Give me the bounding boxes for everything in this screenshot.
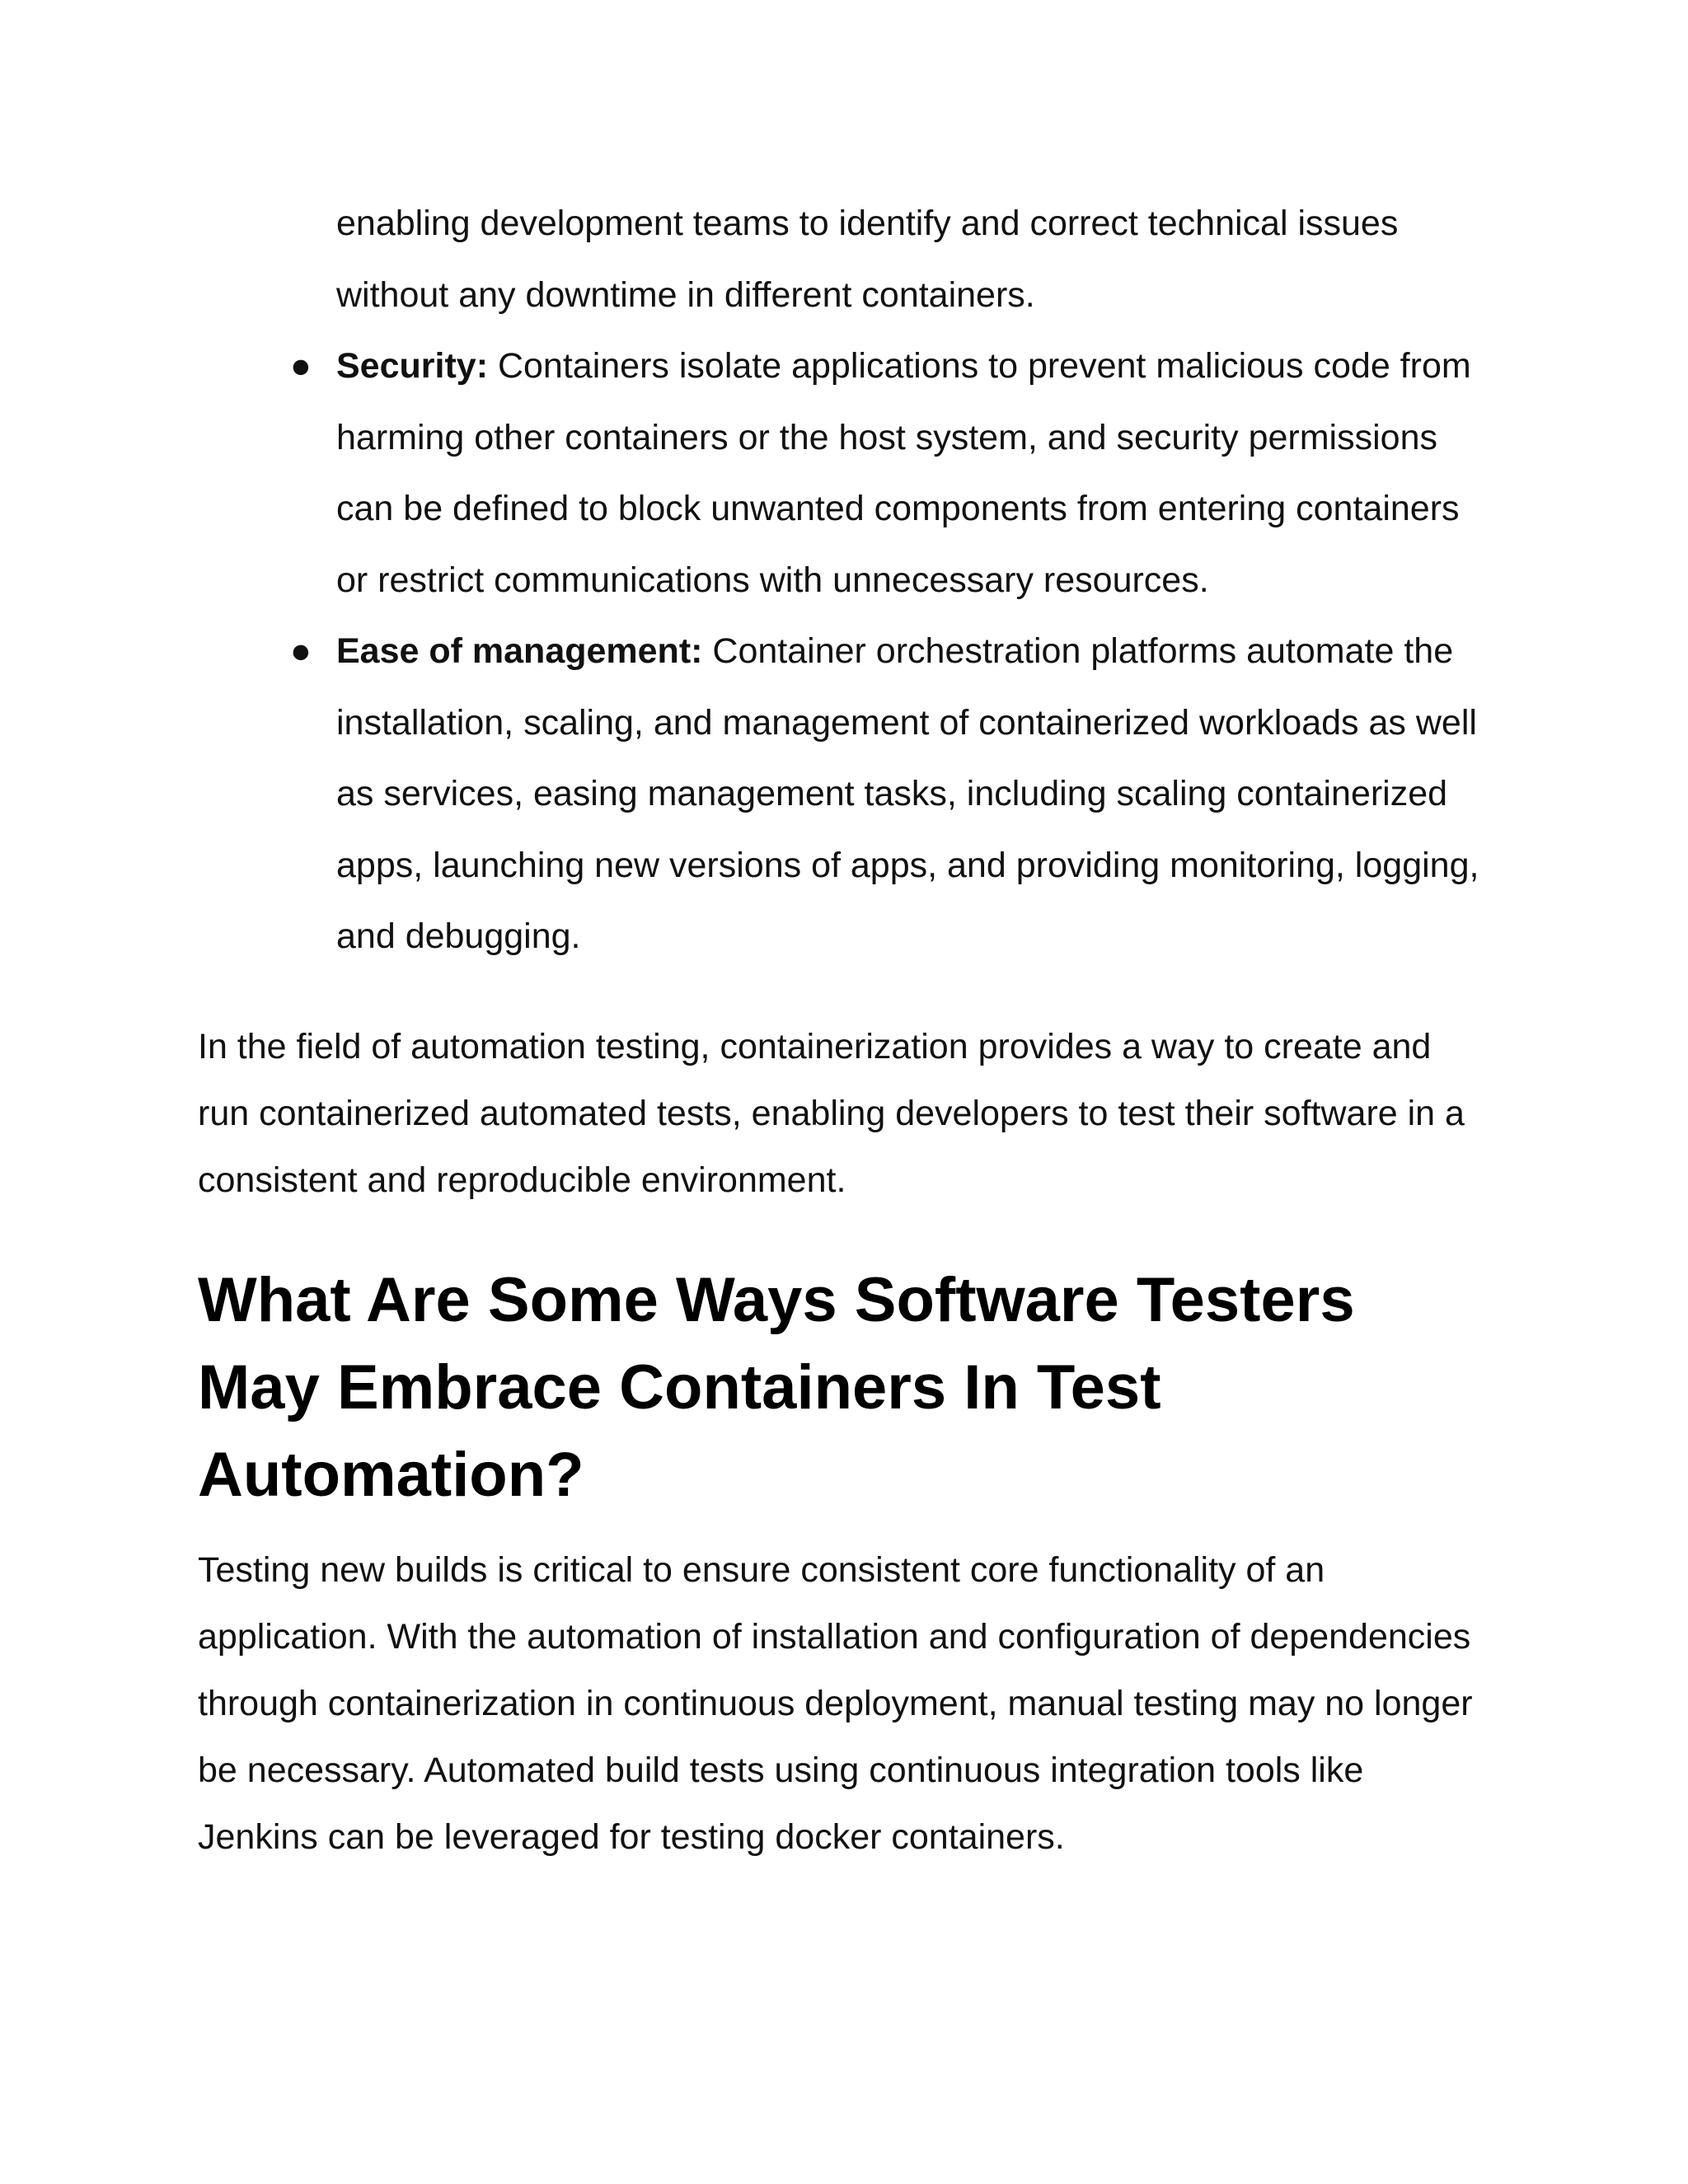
bullet-term-ease-of-management: Ease of management: bbox=[336, 631, 703, 671]
bullet-security bbox=[198, 330, 1484, 616]
bullet-ease-of-management bbox=[198, 616, 1484, 972]
paragraph-testing-builds: Testing new builds is critical to ensure consistent core functionality of an application. With the automation of installation and configuration of dependencies through containerization in continuous deployment, manual testing may no longer be necessary. Automated build tests using continuous integration tools like Jenkins can be leveraged for testing docker containers. bbox=[198, 1549, 1473, 1857]
bullet-dot-icon: ● bbox=[290, 346, 312, 386]
document-content bbox=[198, 188, 1484, 1871]
bullet-term-security: Security: bbox=[336, 346, 489, 386]
bullet-dot-icon: ● bbox=[290, 631, 312, 671]
bullet-text-ease-of-management: Container orchestration platforms automate the installation, scaling, and management of containerized workloads as well as services, easing management tasks, including scaling containerized apps, launching new versions of apps, and providing monitoring, logging, and debugging. bbox=[336, 631, 1479, 956]
bullet-continuation bbox=[198, 188, 1484, 330]
bullet-list bbox=[198, 188, 1484, 972]
paragraph-automation-testing: In the field of automation testing, containerization provides a way to create and run containerized automated tests, enabling developers to test their software in a consistent and reproducible environment. bbox=[198, 1026, 1465, 1200]
bullet-text-security: Containers isolate applications to prevent malicious code from harming other containers or the host system, and security permissions can be defined to block unwanted components from entering containers or restrict communications with unnecessary resources. bbox=[336, 346, 1471, 600]
section-heading: What Are Some Ways Software Testers May Embrace Containers In Test Automation? bbox=[198, 1264, 1355, 1510]
bullet-continuation-text: enabling development teams to identify and correct technical issues without any downtime in different containers. bbox=[336, 204, 1399, 315]
